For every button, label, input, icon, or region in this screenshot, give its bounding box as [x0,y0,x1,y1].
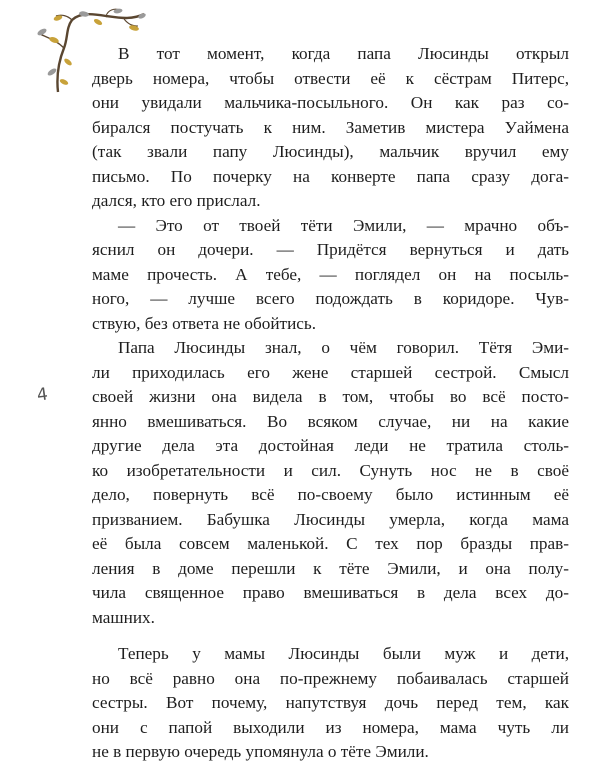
text-line: чила священное право вмешиваться в дела всех до- [92,583,569,602]
text-line: В тот момент, когда папа Люсинды открыл [118,44,569,63]
text-line: дело, повернуть всё по-своему было истинным её [92,485,569,504]
text-line: ления в доме перешли к тёте Эмили, и она полу- [92,558,569,578]
text-line: сестры. Вот почему, напутствуя дочь перед тем, как [92,693,569,712]
text-line: ли приходилась его жене старшей сестрой. Смысл [92,362,569,382]
text-line: письмо. По почерку на конверте папа сразу дога- [92,166,569,186]
paragraph-3 [92,336,569,630]
text-line: другие дела эта достойная леди не тратила столь- [92,436,569,455]
paragraph-spacer [92,630,569,642]
text-line: ствую, без ответа не обойтись. [92,313,317,333]
text-line: дверь номера, чтобы отвести её к сёстрам Питерс, [92,68,569,88]
text-line: призванием. Бабушка Люсинды умерла, когда мама [92,509,569,529]
text-line: бирался постучать к ним. Заметив мистера Уаймена [92,117,569,137]
text-line: янно вмешиваться. Во всяком случае, ни на какие [92,411,569,431]
text-line: (так звали папу Люсинды), мальчик вручил ему [92,142,569,161]
paragraph-4 [92,642,569,765]
text-line: Папа Люсинды знал, о чём говорил. Тётя Эми- [118,338,569,357]
text-line: яснил он дочери. — Придётся вернуться и дать [92,240,569,259]
handwritten-margin-mark: 4 [35,384,50,406]
text-line: они с папой выходили из номера, мама чуть ли [92,717,569,737]
text-line: маме прочесть. А тебе, — поглядел он на посыль- [92,264,569,284]
body-text [92,42,569,765]
text-line: не в первую очередь упомянула о тёте Эмили. [92,742,429,761]
text-line: ко изобретательности и сил. Сунуть нос не в своё [92,460,569,480]
text-line: своей жизни она видела в том, чтобы во всё посто- [92,387,569,406]
text-line: дался, кто его прислал. [92,191,261,210]
text-line: но всё равно она по-прежнему побаивалась старшей [92,668,569,688]
text-line: её была совсем маленькой. С тех пор бразды прав- [92,534,569,553]
text-line: ного, — лучше всего подождать в коридоре. Чув- [92,289,569,308]
text-line: они увидали мальчика-посыльного. Он как раз со- [92,93,569,112]
paragraph-2 [92,214,569,337]
text-line: Теперь у мамы Люсинды были муж и дети, [118,644,569,663]
text-line: машних. [92,607,155,627]
paragraph-1 [92,42,569,214]
text-line: — Это от твоей тёти Эмили, — мрачно объ- [118,215,569,235]
